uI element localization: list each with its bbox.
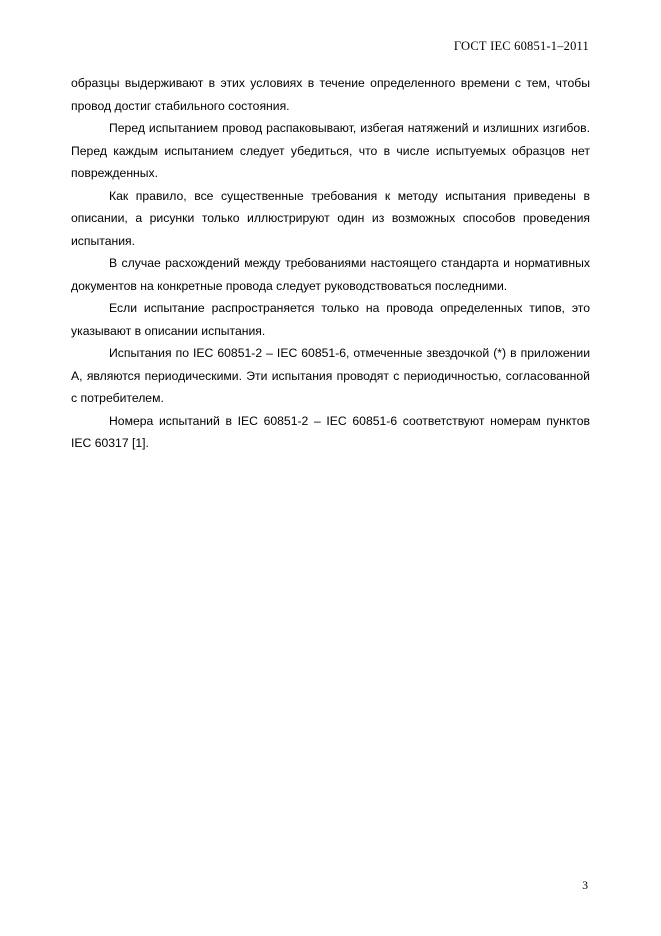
paragraph: Испытания по IEC 60851-2 – IEC 60851-6, отмеченные звездочкой (*) в приложении А, являются периодическими. Эти испытания проводят с периодичностью, согласованной с потребителем.	[71, 346, 590, 405]
paragraph: Перед испытанием провод распаковывают, избегая натяжений и излишних изгибов. Перед каждым испытанием следует убедиться, что в числе испытуемых образцов нет поврежденных.	[71, 121, 590, 180]
page-body	[71, 72, 590, 455]
paragraph: Как правило, все существенные требования к методу испытания приведены в описании, а рисунки только иллюстрируют один из возможных способов проведения испытания.	[71, 188, 590, 248]
page-number: 3	[582, 880, 588, 892]
paragraph: Номера испытаний в IEC 60851-2 – IEC 60851-6 соответствуют номерам пунктов IEC 60317 [1].	[71, 413, 590, 450]
document-header: ГОСТ IEC 60851-1–2011	[453, 39, 589, 53]
paragraph: В случае расхождений между требованиями настоящего стандарта и нормативных документов на конкретные провода следует руководствоваться последними.	[71, 256, 590, 293]
paragraph-continuation: образцы выдерживают в этих условиях в течение определенного времени с тем, чтобы провод достиг стабильного состояния.	[71, 76, 590, 113]
paragraph: Если испытание распространяется только на провода определенных типов, это указывают в описании испытания.	[71, 301, 590, 338]
